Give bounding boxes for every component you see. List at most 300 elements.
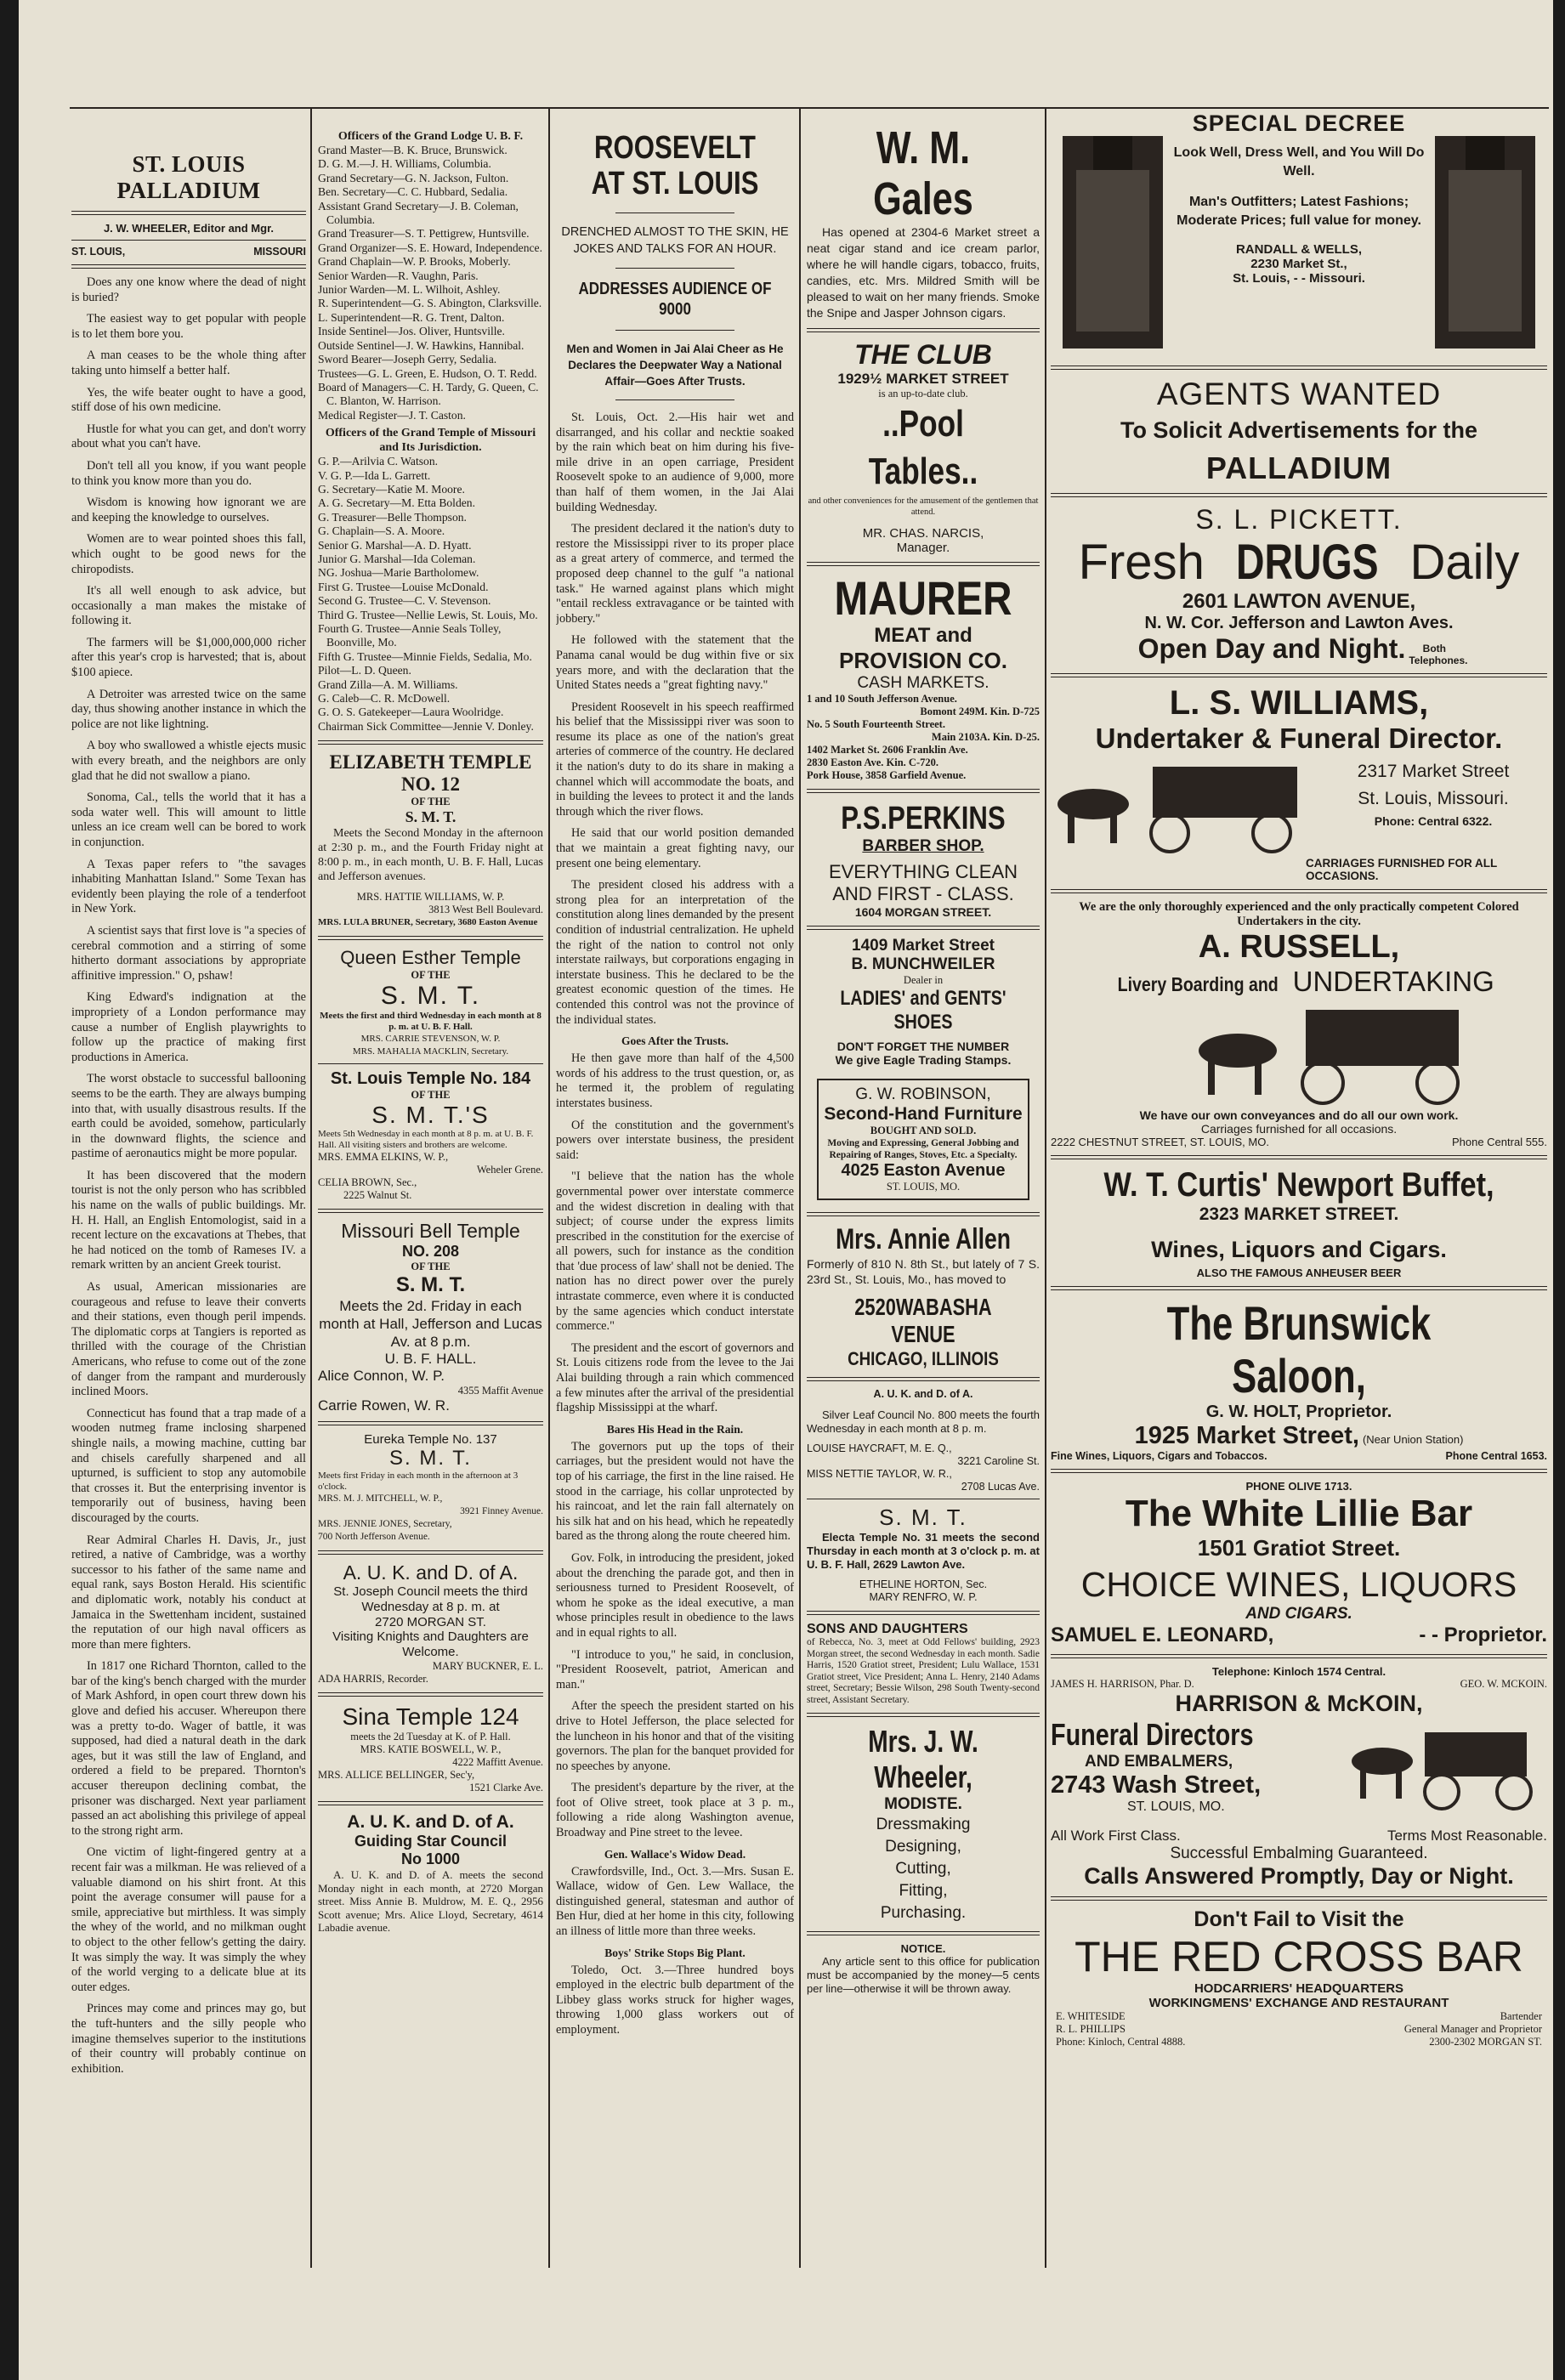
- esther-of: OF THE: [411, 969, 451, 982]
- decree-ad: [1051, 110, 1547, 359]
- sina-title: Sina Temple 124: [342, 1703, 519, 1731]
- harrison-addr: 2743 Wash Street,: [1051, 1771, 1262, 1799]
- lillie-addr: 1501 Gratiot Street.: [1197, 1535, 1401, 1561]
- maurer-sub2: PROVISION CO.: [839, 648, 1007, 673]
- pickett-headline: [1051, 536, 1547, 590]
- eureka-wp: MRS. M. J. MITCHELL, W. P.,: [318, 1493, 443, 1504]
- club-title: THE CLUB: [854, 339, 992, 370]
- williams-ad-body: [1051, 755, 1547, 857]
- paragraph: One victim of light-fingered gentry at a recent fair was a milkman. He was relieved of a valuable diamond on his shirt front. At this point the average consumer will pause for a smile, appreciative but mirthless. It was simply the whey of the world, and no milkman ought to object to the other fellow's getting the dairy. It was simply the way. It was simply the whey of the world verging to a delicate blue at its outer edges.: [71, 1845, 306, 1994]
- masthead-state: MISSOURI: [253, 246, 306, 258]
- harrison-title: HARRISON & McKOIN,: [1175, 1691, 1423, 1717]
- redcross-r3b: 2300-2302 MORGAN ST.: [1429, 2036, 1542, 2048]
- redcross-row3: [1051, 2036, 1547, 2048]
- bell-text: Meets the 2d. Friday in each month at Hall, Jefferson and Lucas Av. at 8 p.m.: [319, 1298, 542, 1351]
- stl184-title: St. Louis Temple No. 184: [330, 1069, 531, 1089]
- club-mgr: MR. CHAS. NARCIS,: [862, 526, 984, 541]
- auk1-l3: Visiting Knights and Daughters are Welcome.: [332, 1629, 529, 1660]
- curtis-title: W. T. Curtis' Newport Buffet,: [1103, 1166, 1494, 1204]
- elizabeth-temple-title: ELIZABETH TEMPLE NO. 12: [329, 751, 532, 796]
- perkins-l1: EVERYTHING CLEAN: [828, 861, 1018, 882]
- harrison-names: [1051, 1678, 1547, 1691]
- list-item: R. Superintendent—G. S. Abington, Clarksville.: [318, 297, 542, 310]
- paragraph: It has been discovered that the modern tourist is not the only person who has scribbled his name on the walls of public buildings. Mr. H. H. Hall, an English Entomologist, said in a recent lecture on the excavations at Thebes, that he had noticed on the tomb of Rameses IV. a remark written by an ancient Greek tourist.: [71, 1168, 306, 1272]
- redcross-r3a: Phone: Kinloch, Central 4888.: [1056, 2036, 1186, 2048]
- bell-of: OF THE: [411, 1261, 451, 1273]
- curtis-addr: 2323 MARKET STREET.: [1199, 1204, 1399, 1225]
- eureka-sec: MRS. JENNIE JONES, Secretary,: [318, 1519, 452, 1530]
- list-item: Grand Organizer—S. E. Howard, Independence.: [318, 241, 542, 254]
- grand-lodge-officers: [318, 144, 543, 422]
- list-item: Outside Sentinel—J. W. Hawkins, Hannibal.: [318, 338, 525, 352]
- hearse-illustration: [1051, 755, 1314, 857]
- maurer-l1: 1 and 10 South Jefferson Avenue.: [807, 693, 957, 705]
- lillie-phone: PHONE OLIVE 1713.: [1245, 1480, 1352, 1493]
- lillie-footer: [1051, 1624, 1547, 1647]
- list-item: Grand Zilla—A. M. Williams.: [318, 677, 458, 691]
- list-item: Third G. Trustee—Nellie Lewis, St. Louis, Mo.: [318, 608, 538, 621]
- harrison-l3: Successful Embalming Guaranteed.: [1170, 1844, 1428, 1863]
- deck-drenched: DRENCHED ALMOST TO THE SKIN, HE JOKES AND TALKS FOR AN HOUR.: [561, 225, 789, 256]
- esther-temple-title: Queen Esther Temple: [340, 947, 521, 969]
- bell-addr: 4355 Maffit Avenue: [457, 1385, 543, 1397]
- brunswick-prop: G. W. HOLT, Proprietor.: [1205, 1402, 1392, 1422]
- pickett-fresh: Fresh: [1078, 535, 1218, 590]
- bell-hall: U. B. F. HALL.: [384, 1351, 477, 1368]
- maurer-l4: 2830 Easton Ave. Kin. C-720.: [807, 756, 938, 768]
- redcross-row2: [1051, 2023, 1547, 2036]
- sons-title: SONS AND DAUGHTERS: [807, 1622, 968, 1636]
- pickett-open-line: [1051, 633, 1547, 666]
- wheeler-title: Mrs. J. W. Wheeler,: [868, 1724, 978, 1794]
- agents-l3: PALLADIUM: [1205, 450, 1392, 485]
- paragraph: Sonoma, Cal., tells the world that it has a soda water well. This will amount to little unless an ice cream well can be bored to work in conjunction.: [71, 790, 306, 849]
- wheeler-services: [807, 1814, 1040, 1924]
- harrison-hearse-illustration: [1348, 1717, 1544, 1819]
- lillie-title: The White Lillie Bar: [1125, 1493, 1473, 1535]
- list-item: G. O. S. Gatekeeper—Laura Woolridge.: [318, 706, 504, 719]
- decree-l1: Look Well, Dress Well, and You Will Do Well.: [1173, 145, 1425, 178]
- sina-l4: MRS. ALLICE BELLINGER, Sec'y,: [318, 1769, 475, 1782]
- list-item: Board of Managers—C. H. Tardy, G. Queen, C. C. Blanton, W. Harrison.: [318, 380, 539, 408]
- editorial-paragraphs: [71, 275, 306, 2077]
- allen-city: CHICAGO, ILLINOIS: [848, 1348, 999, 1369]
- perkins-addr: 1604 MORGAN STREET.: [854, 905, 992, 919]
- munch-l2: We give Eagle Trading Stamps.: [835, 1053, 1012, 1067]
- list-item: Inside Sentinel—Jos. Oliver, Huntsville.: [318, 325, 505, 338]
- curtis-l2: ALSO THE FAMOUS ANHEUSER BEER: [1196, 1266, 1402, 1280]
- redcross-r1a: E. WHITESIDE: [1056, 2010, 1126, 2023]
- brunswick-footer: [1051, 1450, 1547, 1462]
- subhead-wallace: Gen. Wallace's Widow Dead.: [604, 1847, 746, 1861]
- silver-l1: LOUISE HAYCRAFT, M. E. Q.,: [807, 1442, 952, 1454]
- robinson-addr: 4025 Easton Avenue: [841, 1161, 1006, 1180]
- carriage-illustration: [1051, 998, 1547, 1108]
- gales-title: W. M. Gales: [873, 122, 973, 224]
- paragraph: A Texas paper refers to "the savages inhabiting Manhattan Island." Some Texan has evidently been playing the role of a tenderfoot in New York.: [71, 857, 306, 916]
- paragraph: Don't tell all you know, if you want people to think you know more than you do.: [71, 458, 306, 488]
- maurer-markets: CASH MARKETS.: [857, 674, 989, 692]
- harrison-calls: Calls Answered Promptly, Day or Night.: [1084, 1863, 1514, 1890]
- redcross-l1: Don't Fail to Visit the: [1194, 1907, 1404, 1932]
- club-pool-tables: ..Pool Tables..: [868, 403, 978, 492]
- subhead-bares-head: Bares His Head in the Rain.: [606, 1422, 744, 1436]
- wallace-text: Crawfordsville, Ind., Oct. 3.—Mrs. Susan E. Wallace, widow of Gen. Lew Wallace, the distinguished general, statesman and author of Ben Hur, died at her home in this city, following an illness of little more than three weeks.: [556, 1864, 794, 1939]
- silver-text: Silver Leaf Council No. 800 meets the fourth Wednesday in each month at 8 p. m.: [807, 1408, 1040, 1435]
- stl184-text: Meets 5th Wednesday in each month at 8 p. m. at U. B. F. Hall. All visiting sisters and brothers are welcome.: [318, 1129, 534, 1151]
- harrison-tel: Telephone: Kinloch 1574 Central.: [1211, 1665, 1386, 1679]
- redcross-row1: [1051, 2010, 1547, 2023]
- grand-temple-officers: [318, 455, 543, 734]
- paragraph: King Edward's indignation at the impropriety of a London performance may cause a number of English playwrights to follow up the practice of making first productions in America.: [71, 990, 306, 1064]
- silver-head: A. U. K. and D. of A.: [873, 1388, 973, 1400]
- paragraph: Connecticut has found that a trap made of a wooden nutmeg frame inclosing sharpened shingle nails, a mowing machine, cutting bar and chisels carefully sharpened and all upturned, is sufficient to stop any automobile that crosses it. But the enterprising inventor is temporarily out of business, having been discouraged by the courts.: [71, 1406, 306, 1525]
- column-rule: [548, 109, 550, 2268]
- robinson-l1: BOUGHT AND SOLD.: [870, 1125, 977, 1136]
- list-item: Grand Chaplain—W. P. Brooks, Moberly.: [318, 255, 511, 269]
- masthead-title: ST. LOUIS PALLADIUM: [116, 151, 261, 203]
- auk2-title: A. U. K. and D. of A.: [347, 1812, 514, 1833]
- deck-addresses: ADDRESSES AUDIENCE OF 9000: [578, 280, 772, 319]
- maurer-l5: Pork House, 3858 Garfield Avenue.: [807, 769, 967, 781]
- decree-l2: Man's Outfitters; Latest Fashions; Moderate Prices; full value for money.: [1177, 195, 1421, 228]
- paragraph: As usual, American missionaries are courageous and refuse to leave their converts and their stations, even though peril impends. The diplomatic corps at Tangiers is reported as thrilled with the courage of the Christian Americans, who refuse to come out of the zone of danger from the rampant and murderously inclined Moors.: [71, 1280, 306, 1399]
- list-item: Assistant Grand Secretary—J. B. Coleman, Columbia.: [318, 199, 519, 227]
- club-l1: is an up-to-date club.: [878, 388, 968, 400]
- electa-l1: ETHELINE HORTON, Sec.: [859, 1578, 988, 1590]
- list-item: Trustees—G. L. Green, E. Hudson, O. T. Redd.: [318, 366, 537, 380]
- silver-l2: 3221 Caroline St.: [957, 1455, 1040, 1467]
- column-2: [318, 110, 543, 2270]
- stl184-wp2: Weheler Grene.: [476, 1164, 543, 1176]
- paragraph: The president's departure by the river, at the foot of Olive street, took place at 3 p. m., following a ride along Washington avenue, Broadway and Pine street to the levee.: [556, 1781, 794, 1840]
- stl184-smt: S. M. T.'S: [371, 1102, 490, 1129]
- bell-no: NO. 208: [401, 1243, 460, 1261]
- robinson-l2: Moving and Expressing, General Jobbing and Repairing of Ranges, Stoves, Etc. a Specialty.: [827, 1138, 1019, 1160]
- elizabeth-smt: S. M. T.: [405, 808, 456, 826]
- list-item: G. Chaplain—S. A. Moore.: [318, 524, 445, 538]
- headline-at-st-louis: AT ST. LOUIS: [591, 166, 759, 201]
- gales-text: Has opened at 2304-6 Market street a neat cigar stand and ice cream parlor, where he will handle cigars, tobacco, fruits, candies, etc. Mrs. Mildred Smith will be pleased to wait on her many friends. Smoke the Snipe and Jasper Johnson cigars.: [807, 225, 1040, 320]
- russell-illustration-wrap: [1051, 998, 1547, 1108]
- redcross-r2b: General Manager and Proprietor: [1403, 2023, 1542, 2036]
- column-3: [556, 110, 794, 2270]
- paragraph: President Roosevelt in his speech reaffirmed his belief that the Mississippi river was soon to resume its place as one of the nation's great arteries of commerce of the country. He declared it the nation's duty to do its share in making a channel which will accommodate the boats, and in building the levees to protect it and the lands through which the river flows.: [556, 700, 794, 819]
- eureka-smt: S. M. T.: [389, 1447, 472, 1470]
- list-item: Sword Bearer—Joseph Gerry, Sedalia.: [318, 353, 497, 366]
- bell-temple-title: Missouri Bell Temple: [341, 1220, 520, 1243]
- brunswick-near: (Near Union Station): [1362, 1433, 1464, 1447]
- lillie-prop: SAMUEL E. LEONARD,: [1051, 1624, 1274, 1647]
- paragraph: The easiest way to get popular with people is to let them bore you.: [71, 312, 306, 341]
- allen-text: Formerly of 810 N. 8th St., but lately of 7 S. 23rd St., St. Louis, Mo., has moved to: [807, 1257, 1040, 1286]
- robinson-title: Second-Hand Furniture: [824, 1104, 1023, 1124]
- paragraph: A scientist says that first love is "a species of cerebral commotion and a stirring of some hitherto dormant associations by appropriate affinitive impression." O, pshaw!: [71, 923, 306, 983]
- roosevelt-paragraphs-2: [556, 1051, 794, 1416]
- list-item: Chairman Sick Committee—Jennie V. Donley.: [318, 719, 534, 733]
- maurer-sub1: MEAT and: [874, 624, 972, 647]
- list-item: Dressmaking: [876, 1816, 971, 1833]
- list-item: Grand Master—B. K. Bruce, Brunswick.: [318, 144, 507, 156]
- robinson-ad: [817, 1079, 1029, 1200]
- redcross-r2a: R. L. PHILLIPS: [1056, 2023, 1126, 2036]
- paragraph: St. Louis, Oct. 2.—His hair wet and disarranged, and his collar and necktie soaked by the rain which beat on him during his five-mile drive in an open carriage, President Roosevelt spoke to an audience of 9,000, more than half of them women, in the Jai Alai building Wednesday.: [556, 411, 794, 514]
- list-item: V. G. P.—Ida L. Garrett.: [318, 468, 431, 482]
- paragraph: The president and the escort of governors and St. Louis citizens rode from the levee to the Jai Alai building through a rain which commenced a few minutes after the arrival of the presidential flagship Mississippi at the wharf.: [556, 1340, 794, 1415]
- russell-intro: We are the only thoroughly experienced and the only practically competent Colored Undertakers in the city.: [1079, 900, 1519, 929]
- elizabeth-of: OF THE: [411, 796, 451, 808]
- harrison-body: [1051, 1717, 1547, 1828]
- decree-name: RANDALL & WELLS,: [1235, 242, 1363, 257]
- auk2-l1: Guiding Star Council: [354, 1833, 507, 1850]
- top-rule: [70, 107, 1549, 109]
- paragraph: Yes, the wife beater ought to have a good, stiff dose of his own medicine.: [71, 385, 306, 415]
- redcross-l2: HODCARRIERS' HEADQUARTERS: [1194, 1981, 1404, 1997]
- russell-line: [1051, 966, 1547, 998]
- sina-l5: 1521 Clarke Ave.: [469, 1782, 543, 1794]
- auk2-text: A. U. K. and D. of A. meets the second Monday night in each month, at 2720 Morgan street. Miss Annie B. Muldrow, M. E. Q., 2956 Scott avenue; Mrs. Alice Lloyd, Secretary, 4614 Labadie avenue.: [318, 1868, 543, 1935]
- column-5: [1051, 110, 1547, 2270]
- russell-l2: Carriages furnished for all occasions.: [1200, 1122, 1398, 1136]
- brunswick-l1: Fine Wines, Liquors, Cigars and Tobaccos.: [1051, 1450, 1267, 1463]
- eureka-text: Meets first Friday in each month in the afternoon at 3 o'clock.: [318, 1470, 519, 1493]
- harrison-terms: [1051, 1828, 1547, 1844]
- paragraph: It's all well enough to ask advice, but occasionally a man makes the mistake of following it.: [71, 584, 306, 628]
- club-l2: and other conveniences for the amusement of the gentlemen that attend.: [808, 496, 1039, 517]
- pickett-phones: Both Telephones.: [1409, 643, 1468, 667]
- list-item: NG. Joshua—Marie Bartholomew.: [318, 566, 479, 580]
- stl184-addr: 2225 Walnut St.: [343, 1189, 412, 1202]
- list-item: Pilot—L. D. Queen.: [318, 664, 411, 677]
- grand-temple-title: Officers of the Grand Temple of Missouri and Its Jurisdiction.: [325, 427, 536, 455]
- paragraph: After the speech the president started on his drive to Hotel Jefferson, the place selected for the luncheon in his honor and that of the visiting governors. The plan for the banquet provided for no speeches by anyone.: [556, 1699, 794, 1773]
- russell-undertaking: UNDERTAKING: [1292, 966, 1494, 998]
- russell-addr: 2222 CHESTNUT STREET, ST. LOUIS, MO.: [1051, 1136, 1269, 1149]
- paragraph: A Detroiter was arrested twice on the same day, thus showing another instance in which the police are not like lightning.: [71, 687, 306, 731]
- list-item: G. Secretary—Katie M. Moore.: [318, 482, 465, 496]
- list-item: Fifth G. Trustee—Minnie Fields, Sedalia, Mo.: [318, 649, 532, 663]
- list-item: A. G. Secretary—M. Etta Bolden.: [318, 496, 475, 510]
- williams-city: St. Louis, Missouri.: [1358, 789, 1509, 809]
- williams-name: L. S. WILLIAMS,: [1169, 684, 1429, 722]
- eureka-title: Eureka Temple No. 137: [364, 1432, 497, 1448]
- paragraph: Princes may come and princes may go, but the tuft-hunters and the silly people who imagine themselves superior to the institutions of their country will probably continue on exhibition.: [71, 2002, 306, 2076]
- pickett-addr: 2601 LAWTON AVENUE,: [1182, 590, 1416, 613]
- paragraph: The farmers will be $1,000,000,000 richer after this year's crop is harvested; that is, about $100 apiece.: [71, 635, 306, 680]
- strike-text: Toledo, Oct. 3.—Three hundred boys employed in the electric bulb department of the Libbey glass works struck for higher wages, throwing 1,000 glass workers out of employment.: [556, 1963, 794, 2037]
- subhead-trusts: Goes After the Trusts.: [621, 1034, 729, 1048]
- munch-name: B. MUNCHWEILER: [851, 955, 995, 973]
- munch-addr: 1409 Market Street: [852, 937, 995, 955]
- electa-title: S. M. T.: [879, 1504, 967, 1530]
- williams-carriages: CARRIAGES FURNISHED FOR ALL OCCASIONS.: [1306, 857, 1498, 883]
- allen-addr: 2520WABASHA VENUE: [854, 1294, 992, 1347]
- sina-l2: MRS. KATIE BOSWELL, W. P.,: [360, 1743, 502, 1756]
- club-addr: 1929½ MARKET STREET: [837, 371, 1009, 387]
- auk2-l2: No 1000: [400, 1850, 461, 1868]
- redcross-l3: WORKINGMENS' EXCHANGE AND RESTAURANT: [1148, 1996, 1449, 2011]
- list-item: Medical Register—J. T. Caston.: [318, 408, 466, 422]
- russell-livery: Livery Boarding and: [1117, 973, 1279, 996]
- stl184-of: OF THE: [411, 1089, 451, 1102]
- stl184-wp: MRS. EMMA ELKINS, W. P.,: [318, 1151, 449, 1164]
- masthead-editor: J. W. WHEELER, Editor and Mgr.: [103, 222, 275, 235]
- williams-phone: Phone: Central 6322.: [1374, 814, 1493, 829]
- list-item: D. G. M.—J. H. Williams, Columbia.: [318, 157, 491, 171]
- list-item: Cutting,: [895, 1860, 951, 1878]
- pickett-drugs: DRUGS: [1235, 535, 1379, 590]
- list-item: Purchasing.: [880, 1904, 967, 1922]
- lillie-l1: CHOICE WINES, LIQUORS: [1080, 1565, 1517, 1605]
- paragraph: A boy who swallowed a whistle ejects music with every breath, and the neighbors are only glad that he did not swallow a piano.: [71, 739, 306, 783]
- list-item: Senior G. Marshal—A. D. Hyatt.: [318, 538, 472, 552]
- list-item: Senior Warden—R. Vaughn, Paris.: [318, 269, 479, 282]
- pickett-daily: Daily: [1396, 535, 1520, 590]
- eureka-addr2: 700 North Jefferson Avenue.: [318, 1532, 430, 1543]
- russell-phone: Phone Central 555.: [1451, 1136, 1547, 1149]
- harrison-n2: GEO. W. MCKOIN.: [1460, 1678, 1547, 1691]
- column-4: [807, 110, 1040, 2270]
- elizabeth-text: Meets the Second Monday in the afternoon at 2:30 p. m., and the Fourth Friday night at 8:00 p. m., in each month, U. B. F. Hall, Lucas and Jefferson avenues.: [318, 827, 543, 884]
- esther-text: Meets the first and third Wednesday in each month at 8 p. m. at U. B. F. Hall.: [320, 1011, 542, 1033]
- pickett-corner: N. W. Cor. Jefferson and Lawton Aves.: [1144, 614, 1454, 632]
- masthead-city: ST. LOUIS,: [71, 246, 126, 258]
- harrison-n1: JAMES H. HARRISON, Phar. D.: [1051, 1678, 1194, 1691]
- harrison-emb: AND EMBALMERS,: [1085, 1753, 1233, 1771]
- masthead-dateline: [71, 246, 306, 258]
- munch-goods: LADIES' and GENTS' SHOES: [840, 987, 1006, 1034]
- list-item: Junior G. Marshal—Ida Coleman.: [318, 552, 476, 565]
- column-rule: [310, 109, 312, 2268]
- redcross-title: THE RED CROSS BAR: [1075, 1933, 1523, 1981]
- list-item: Fitting,: [899, 1882, 948, 1900]
- paragraph: Hustle for what you can get, and don't worry about what you can't have.: [71, 422, 306, 451]
- sina-l1: meets the 2d Tuesday at K. of P. Hall.: [350, 1731, 511, 1743]
- brunswick-addr: 1925 Market Street,: [1134, 1422, 1359, 1450]
- sina-l3: 4222 Maffitt Avenue.: [452, 1756, 543, 1769]
- auk1-l1: St. Joseph Council meets the third Wednesday at 8 p. m. at: [333, 1584, 528, 1615]
- newspaper-page: [19, 0, 1553, 2380]
- russell-name: A. RUSSELL,: [1198, 929, 1400, 966]
- notice-text: Any article sent to this office for publication must be accompanied by the money—5 cents per line—otherwise it will be thrown away.: [807, 1955, 1040, 1995]
- allen-title: Mrs. Annie Allen: [836, 1223, 1011, 1255]
- list-item: Grand Treasurer—S. T. Pettigrew, Huntsville.: [318, 227, 530, 241]
- paragraph: He said that our world position demanded that we maintain a great fighting navy, our present one being elementary.: [556, 826, 794, 870]
- list-item: Grand Secretary—G. N. Jackson, Fulton.: [318, 171, 509, 184]
- maurer-l2: No. 5 South Fourteenth Street.: [807, 718, 945, 730]
- munch-dealer: Dealer in: [903, 974, 944, 986]
- paragraph: The president declared it the nation's duty to restore the Mississippi river to its proper place as a great artery of commerce, and termed the proposed deep channel to the gulf "a national task." He warned against plans which might "entail reckless extravagance or be tainted with jobbery.": [556, 522, 794, 626]
- roosevelt-paragraphs-1: [556, 411, 794, 1028]
- auk1-l4: MARY BUCKNER, E. L.: [432, 1660, 543, 1673]
- grand-lodge-title: Officers of the Grand Lodge U. B. F.: [337, 130, 524, 143]
- russell-footer: [1051, 1136, 1547, 1148]
- curtis-l1: Wines, Liquors and Cigars.: [1151, 1237, 1447, 1263]
- elizabeth-wp: MRS. HATTIE WILLIAMS, W. P.: [356, 891, 505, 904]
- list-item: G. Caleb—C. R. McDowell.: [318, 692, 451, 706]
- lillie-prop2: - - Proprietor.: [1419, 1624, 1547, 1647]
- auk1-title: A. U. K. and D. of A.: [343, 1561, 519, 1584]
- list-item: Junior Warden—M. L. Wilhoit, Ashley.: [318, 283, 501, 297]
- paragraph: He then gave more than half of the 4,500 words of his address to the trust question, or, as he termed it, the problem of regulating interstates business.: [556, 1051, 794, 1110]
- column-1: [71, 110, 306, 2270]
- elizabeth-addr: 3813 West Bell Boulevard.: [428, 904, 543, 916]
- sons-text: of Rebecca, No. 3, meet at Odd Fellows' building, 2923 Morgan street, the second Wednesday in each month. Sadie Harris, 1520 Gratiot street, President; Lulu Wallace, 1531 Gratiot street, Vice President; Anna L. Henry, 2140 Adams street, Secretary; Bessie Wilson, 298 South Twenty-second street, Assistant Secretary.: [807, 1637, 1040, 1705]
- wheeler-sub: MODISTE.: [884, 1795, 962, 1813]
- list-item: Second G. Trustee—C. V. Stevenson.: [318, 594, 491, 608]
- club-mgr2: Manager.: [896, 541, 950, 555]
- paragraph: A man ceases to be the whole thing after taking unto himself a better half.: [71, 348, 306, 377]
- harrison-city: ST. LOUIS, MO.: [1127, 1799, 1225, 1815]
- paragraph: The worst obstacle to successful ballooning seems to be the earth. They are always bumping into that, with usually disastrous results. If the earth could be avoided, somehow, particularly in the downward flights, the science and pastime of aeronautics might be more popular.: [71, 1072, 306, 1161]
- list-item: L. Superintendent—R. G. Trent, Dalton.: [318, 310, 505, 324]
- bell-wp: Alice Connon, W. P.: [318, 1368, 445, 1385]
- paragraph: He followed with the statement that the Panama canal would be dug within five or six years more, and with the declaration that the United States needs a "great fighting navy.": [556, 633, 794, 693]
- maurer-l1b: Bomont 249M. Kin. D-725: [920, 706, 1040, 717]
- subhead-boys-strike: Boys' Strike Stops Big Plant.: [604, 1946, 746, 1959]
- auk1-l2: 2720 MORGAN ST.: [375, 1615, 486, 1630]
- brunswick-addr-line: [1051, 1422, 1547, 1450]
- list-item: Designing,: [885, 1838, 961, 1856]
- paragraph: The president closed his address with a strong plea for an interpretation of the constitution along lines demanded by the present condition of industrial centralization. He upheld the right of the nation to control not only interstate railways, but corporations engaging in interstate business. This he declared to be the greatest economic question of the times. He contended this control was not the province of the individual states.: [556, 878, 794, 1027]
- williams-title: Undertaker & Funeral Director.: [1095, 722, 1503, 755]
- list-item: Fourth G. Trustee—Annie Seals Tolley, Boonville, Mo.: [318, 622, 502, 649]
- paragraph: "I believe that the nation has the whole governmental power over interstate commerce and the widest discretion in dealing with that subject; of course under the express limits prescribed in the constitution for the exercise of all powers, such for instance as the condition that 'due process of law' shall not be denied. The nation has no direct power over the purely intrastate commerce, even where it is conducted by the same agencies which conduct interstate commerce.": [556, 1170, 794, 1334]
- list-item: G. Treasurer—Belle Thompson.: [318, 510, 467, 524]
- harrison-l2: Terms Most Reasonable.: [1386, 1828, 1547, 1844]
- column-rule: [1045, 109, 1046, 2268]
- decree-title: SPECIAL DECREE: [1192, 110, 1406, 136]
- agents-l2: To Solicit Advertisements for the: [1120, 417, 1478, 443]
- perkins-sub: BARBER SHOP.: [862, 837, 984, 855]
- decree-addr: 2230 Market St.,: [1250, 257, 1347, 271]
- esther-l2: MRS. MAHALIA MACKLIN, Secretary.: [352, 1046, 509, 1057]
- harrison-l1: All Work First Class.: [1051, 1828, 1181, 1844]
- notice-title: NOTICE.: [900, 1942, 946, 1955]
- silver-l3: MISS NETTIE TAYLOR, W. R.,: [807, 1468, 952, 1480]
- deck-men-and-women: Men and Women in Jai Alai Cheer as He Declares the Deepwater Way a National Affair—Goes After Trusts.: [566, 343, 784, 388]
- pickett-open: Open Day and Night.: [1137, 633, 1406, 664]
- maurer-l3: 1402 Market St. 2606 Franklin Ave.: [807, 744, 968, 756]
- roosevelt-paragraphs-3: [556, 1440, 794, 1841]
- esther-smt: S. M. T.: [380, 982, 481, 1011]
- perkins-l2: AND FIRST - CLASS.: [832, 883, 1014, 904]
- list-item: G. P.—Arilvia C. Watson.: [318, 455, 439, 468]
- auk1-l5: ADA HARRIS, Recorder.: [318, 1673, 428, 1686]
- headline-roosevelt: ROOSEVELT: [594, 130, 756, 166]
- munch-l1: DON'T FORGET THE NUMBER: [836, 1040, 1010, 1053]
- robinson-city: ST. LOUIS, MO.: [886, 1181, 961, 1193]
- electa-text: Electa Temple No. 31 meets the second Thursday in each month at 3 o'clock p. m. at U. B. F. Hall, 2629 Lawton Ave.: [807, 1531, 1040, 1571]
- paragraph: Women are to wear pointed shoes this fall, which ought to be good news for the chiropodists.: [71, 532, 306, 576]
- eureka-addr1: 3921 Finney Avenue.: [460, 1506, 543, 1517]
- maurer-l2b: Main 2103A. Kin. D-25.: [931, 731, 1040, 743]
- brunswick-phone: Phone Central 1653.: [1445, 1450, 1547, 1463]
- list-item: Ben. Secretary—C. C. Hubbard, Sedalia.: [318, 185, 508, 199]
- stl184-sec: CELIA BROWN, Sec.,: [318, 1176, 417, 1189]
- paragraph: Wisdom is knowing how ignorant we are and keeping the knowledge to ourselves.: [71, 496, 306, 524]
- redcross-r1b: Bartender: [1500, 2010, 1542, 2023]
- lillie-l2: AND CIGARS.: [1245, 1605, 1352, 1624]
- esther-l1: MRS. CARRIE STEVENSON, W. P.: [360, 1034, 501, 1045]
- paragraph: The governors put up the tops of their carriages, but the president would not have the top of his carriage, the first in the line raised. He stood in the carriage, his collar unprotected by his raincoat, and let the rain fall alternately on his silk hat and on his head, which he repeatedly bared as the throng along the route cheered him.: [556, 1439, 794, 1544]
- agents-l1: AGENTS WANTED: [1156, 377, 1442, 411]
- pickett-name: S. L. PICKETT.: [1195, 504, 1403, 535]
- elizabeth-sec: MRS. LULA BRUNER, Secretary, 3680 Easton Avenue: [318, 917, 538, 928]
- paragraph: Of the constitution and the government's powers over interstate business, the president said:: [556, 1118, 794, 1162]
- list-item: First G. Trustee—Louise McDonald.: [318, 580, 489, 593]
- decree-city: St. Louis, - - Missouri.: [1233, 271, 1365, 286]
